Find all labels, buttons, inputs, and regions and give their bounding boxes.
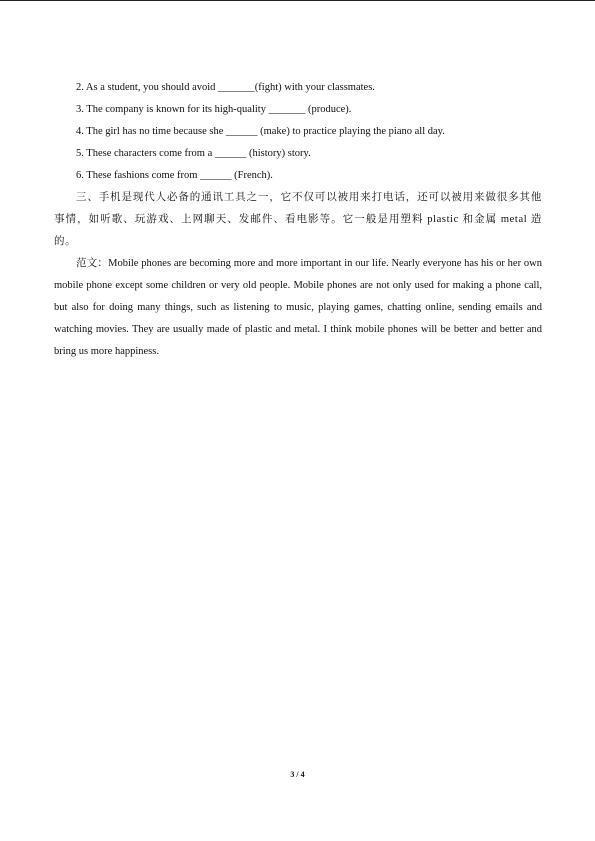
exercise-item-5: 5. These characters come from a ______ (history) story.: [76, 148, 311, 159]
section3-prompt: 三、手机是现代人必备的通讯工具之一，它不仅可以被用来打电话，还可以被用来做很多其他事情，如听歌、玩游戏、上网聊天、发邮件、看电影等。它一般是用塑料 plastic 和金属 metal 造的。: [54, 192, 542, 247]
exercise-item-3: 3. The company is known for its high-quality _______ (produce).: [76, 104, 352, 115]
exercise-item-2: 2. As a student, you should avoid _______(fight) with your classmates.: [76, 82, 375, 93]
page-content: [54, 77, 542, 363]
exercise-item-6: 6. These fashions come from ______ (French).: [76, 170, 273, 181]
exercise-item-4: 4. The girl has no time because she ______ (make) to practice playing the piano all day.: [76, 126, 445, 137]
model-essay: 范文：Mobile phones are becoming more and more important in our life. Nearly everyone has his or her own mobile phone except some children or very old people. Mobile phones are not only used for making a phone call, but also for doing many things, such as listening to music, playing games, chatting online, sending emails and watching movies. They are usually made of plastic and metal. I think mobile phones will be better and better and bring us more happiness.: [54, 258, 542, 357]
page-number: 3 / 4: [290, 770, 305, 779]
header-rule: [0, 0, 595, 1]
